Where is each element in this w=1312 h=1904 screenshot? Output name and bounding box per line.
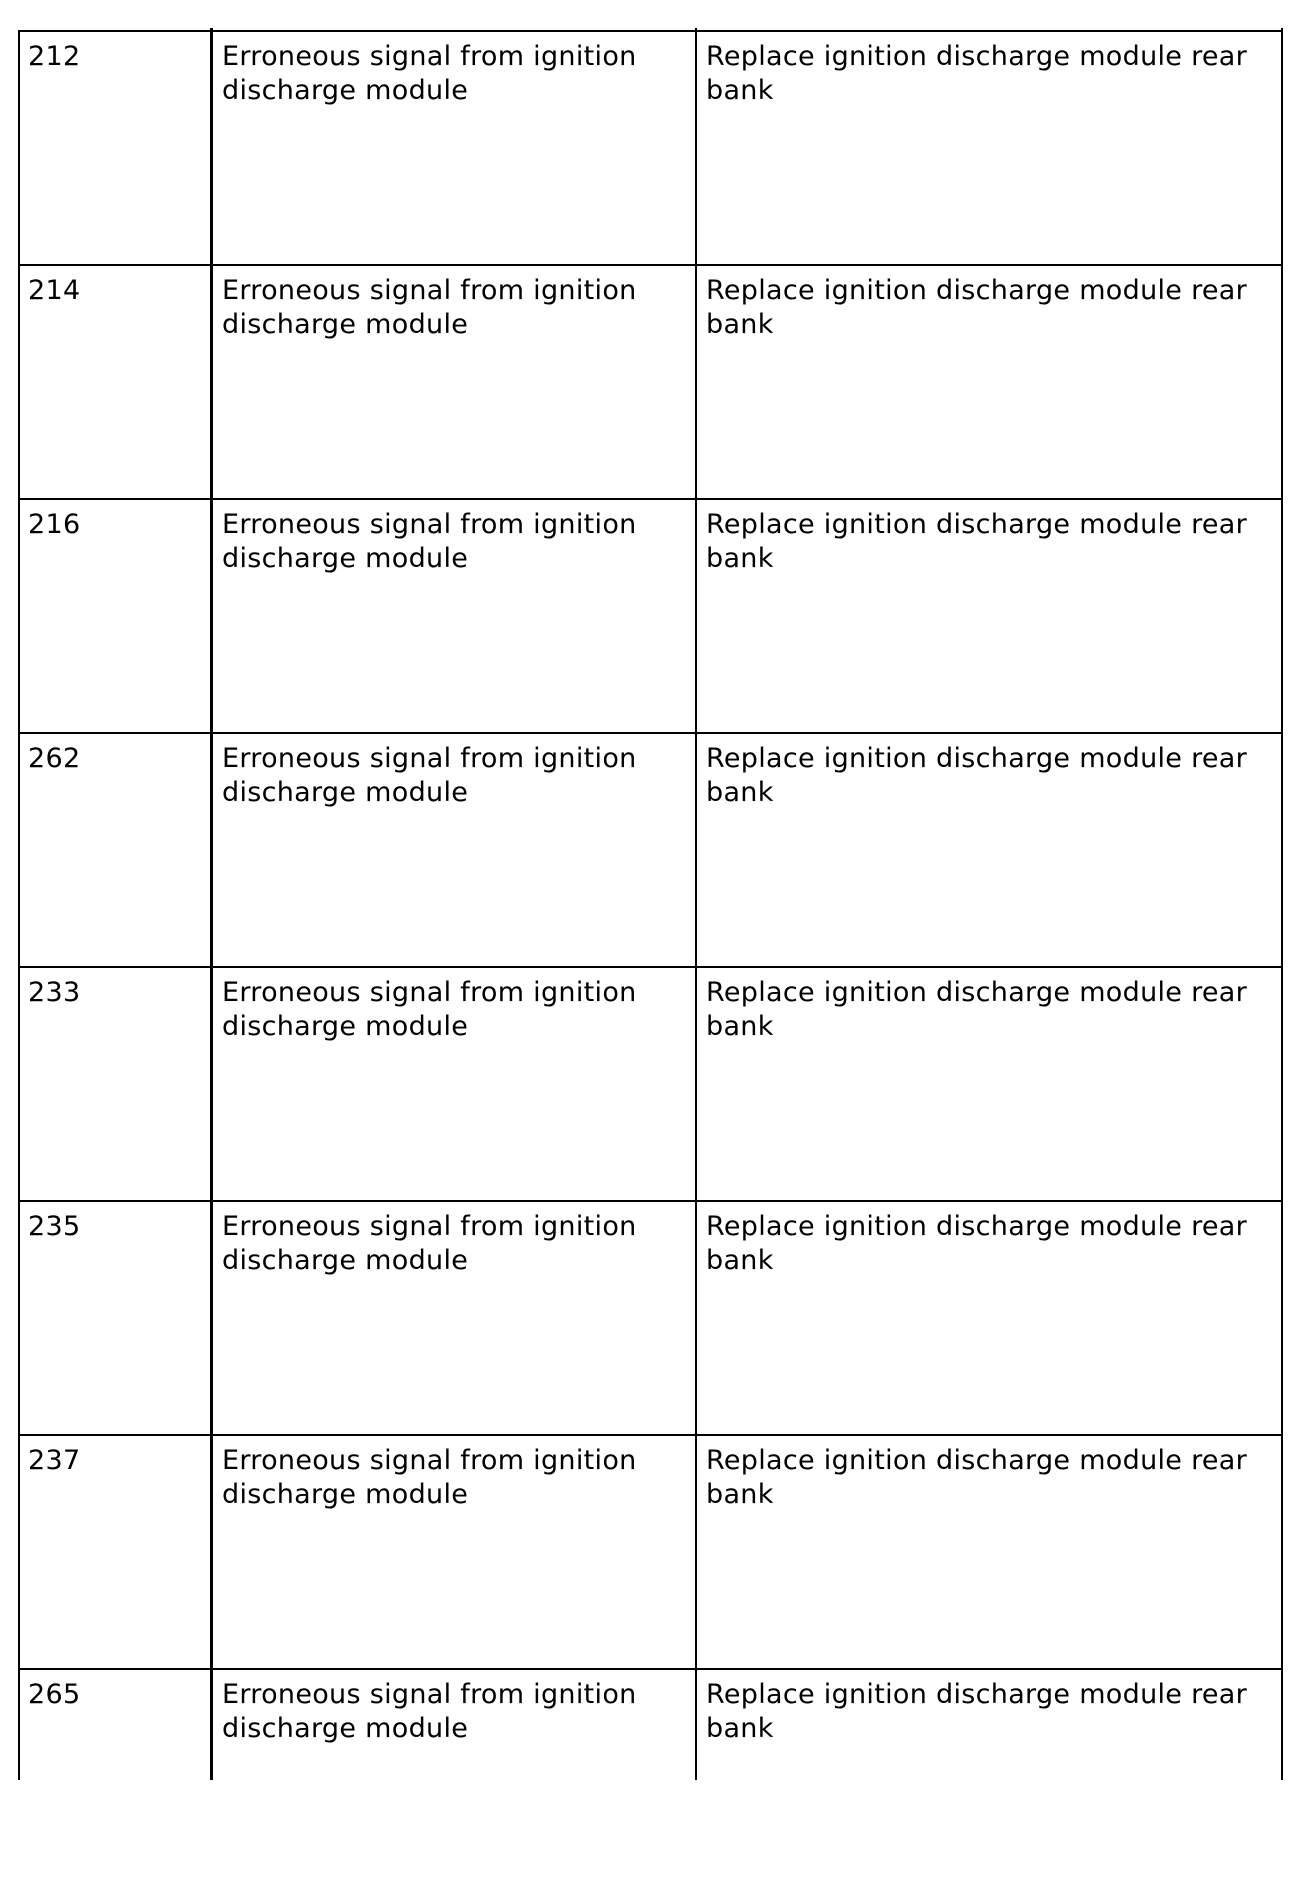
fault-code-cell: 265: [28, 1679, 81, 1710]
fault-code-cell: 262: [28, 743, 81, 774]
description-cell: Erroneous signal from ignition discharge module: [222, 743, 637, 808]
fault-code-cell: 237: [28, 1445, 81, 1476]
table-row: [0, 968, 1312, 1202]
table-row: [0, 1436, 1312, 1670]
table-row: [0, 32, 1312, 266]
fault-code-cell: 214: [28, 275, 81, 306]
table-row: [0, 1670, 1312, 1904]
action-cell: Replace ignition discharge module rear bank: [706, 1211, 1248, 1276]
description-cell: Erroneous signal from ignition discharge module: [222, 41, 637, 106]
description-cell: Erroneous signal from ignition discharge module: [222, 1679, 637, 1744]
action-cell: Replace ignition discharge module rear bank: [706, 977, 1248, 1042]
table-row: [0, 734, 1312, 968]
description-cell: Erroneous signal from ignition discharge module: [222, 275, 637, 340]
action-cell: Replace ignition discharge module rear bank: [706, 509, 1248, 574]
action-cell: Replace ignition discharge module rear bank: [706, 1679, 1248, 1744]
action-cell: Replace ignition discharge module rear bank: [706, 41, 1248, 106]
description-cell: Erroneous signal from ignition discharge module: [222, 977, 637, 1042]
action-cell: Replace ignition discharge module rear bank: [706, 743, 1248, 808]
fault-code-cell: 235: [28, 1211, 81, 1242]
table-row: [0, 266, 1312, 500]
action-cell: Replace ignition discharge module rear bank: [706, 275, 1248, 340]
table-row: [0, 500, 1312, 734]
description-cell: Erroneous signal from ignition discharge module: [222, 1211, 637, 1276]
action-cell: Replace ignition discharge module rear bank: [706, 1445, 1248, 1510]
fault-code-cell: 233: [28, 977, 81, 1008]
description-cell: Erroneous signal from ignition discharge module: [222, 509, 637, 574]
table-row: [0, 1202, 1312, 1436]
description-cell: Erroneous signal from ignition discharge module: [222, 1445, 637, 1510]
fault-code-cell: 216: [28, 509, 81, 540]
fault-code-cell: 212: [28, 41, 81, 72]
